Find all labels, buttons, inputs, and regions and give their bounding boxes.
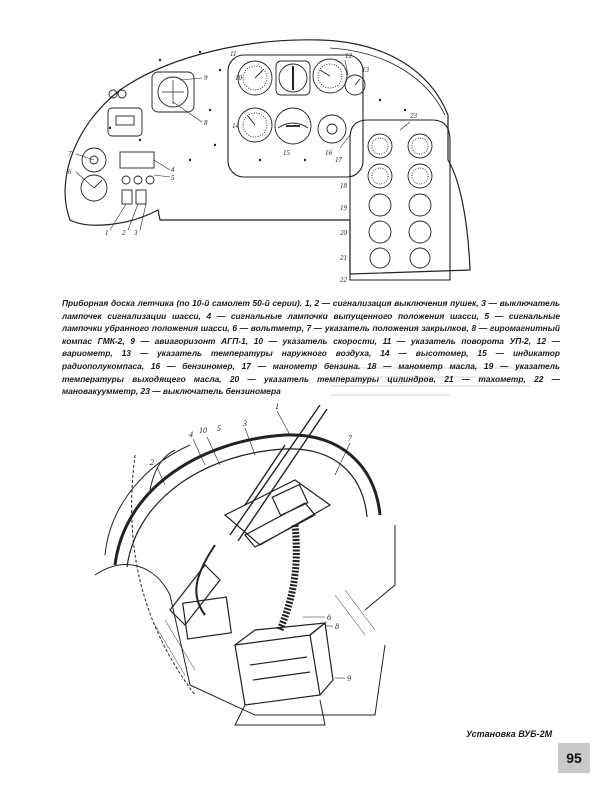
turret-callout-1: 1 [275,402,279,411]
gauge-10 [238,61,272,95]
panel-callout-8: 8 [204,119,208,127]
instrument-panel-drawing [50,30,520,295]
panel-callout-10: 10 [235,74,242,82]
gauge-17 [408,134,432,158]
panel-callout-18: 18 [340,182,347,190]
panel-callout-3: 3 [134,229,138,237]
gauge-16 [368,134,392,158]
panel-callout-22: 22 [340,276,347,284]
gauge-12 [313,59,347,93]
gauge-14 [238,108,272,142]
gauge-19 [369,194,431,216]
gauge-13 [345,75,365,95]
cockpit-frame [95,565,385,715]
panel-callout-6: 6 [68,168,72,176]
panel-caption: Приборная доска летчика (по 10-й самолет 50-й серии). 1, 2 — сигнализация выключения пушек, 3 — выключатель лампочек сигнализации шасси, 4 — сигнальные лампочки выпущенного положения шасси, 5 — сигнальные лампочки убранного положения шасси, 6 — вольтметр, 7 — указатель положения закрылков, 8 — гиромагнитный компас ГМК-2, 9 — авиагоризонт АГП-1, 10 — указатель скорости, 11 — указатель поворота УП-2, 12 — вариометр, 13 — указатель температуры наружного воздуха, 14 — высотомер, 15 — индикатор радиополукомпаса, 16 — бензиномер, 17 — манометр бензина. 18 — манометр масла, 19 — указатель температуры выходящего масла, 20 — указатель температуры цилиндров, 21 — тахометр, 22 — мановакуумметр, 23 — выключатель бензиномера [62,298,560,397]
turret-caption: Установка ВУБ-2М [466,729,553,739]
gauge-18 [368,164,392,188]
panel-callout-5: 5 [171,174,175,182]
turret-callout-4: 4 [189,430,193,439]
panel-callout-12: 12 [345,52,352,60]
panel-callout-19: 19 [340,204,347,212]
page-number: 95 [558,743,590,773]
turret-callout-8: 8 [335,622,339,631]
turret-callout-2: 2 [150,458,154,467]
panel-callout-13: 13 [362,66,369,74]
panel-callout-2: 2 [122,229,126,237]
ammo-chute [280,525,296,630]
turret-callout-9: 9 [347,674,351,683]
gauge-21 [370,248,430,268]
panel-callout-23: 23 [410,112,417,120]
turret-callout-6: 6 [327,613,331,622]
switch-block [120,152,154,204]
panel-callout-15: 15 [283,149,290,157]
panel-callout-1: 1 [105,229,109,237]
panel-callout-4: 4 [171,166,175,174]
panel-callout-16: 16 [325,149,332,157]
gauge-7 [108,108,142,136]
gauge-20 [369,221,431,243]
gauge-18b [408,164,432,188]
gauge-11 [276,61,310,95]
turret-callout-5: 5 [217,424,221,433]
panel-callout-11: 11 [230,50,237,58]
panel-outline [65,40,470,274]
panel-callout-21: 21 [340,254,347,262]
panel-callout-14: 14 [232,122,239,130]
turret-drawing [95,395,485,735]
gun-stock [170,565,231,639]
right-column-frame [350,120,450,280]
turret-callout-3: 3 [243,419,247,428]
gauge-9 [275,108,311,144]
gauge-8 [152,72,194,112]
gauge-15 [318,115,346,143]
ammo-box [235,623,333,705]
panel-callout-17: 17 [335,156,342,164]
panel-callout-9: 9 [204,74,208,82]
panel-callout-20: 20 [340,229,347,237]
turret-callout-10: 10 [199,426,207,435]
panel-callout-7: 7 [68,150,72,158]
turret-callout-7: 7 [348,434,352,443]
